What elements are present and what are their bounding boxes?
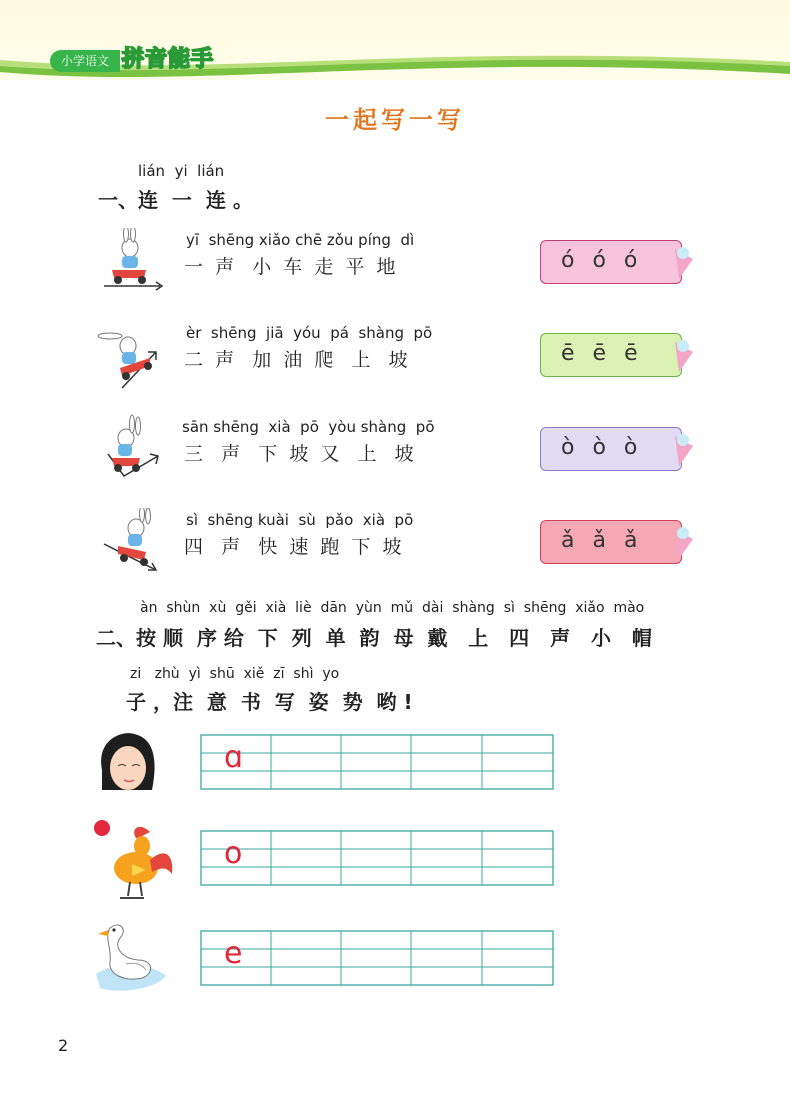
row3-pinyin: sān shēng xià pō yòu shàng pō	[182, 418, 435, 436]
tone-card-3[interactable]	[540, 427, 682, 471]
section2-pinyin-line1: àn shùn xù gěi xià liè dān yùn mǔ dài shàng sì shēng xiǎo mào	[140, 600, 645, 616]
section2-text-line1: 二、按 顺 序 给 下 列 单 韵 母 戴 上 四 声 小 帽	[96, 626, 652, 650]
ice-cream-icon	[673, 245, 695, 281]
goose-icon	[94, 918, 168, 998]
section2-pinyin-line2: zi zhù yì shū xiě zī shì yo	[130, 666, 340, 682]
writing-grid-o[interactable]	[200, 830, 554, 888]
letter-e: e	[224, 936, 243, 971]
section1-heading: 一、连 一 连 。	[98, 188, 253, 212]
ice-cream-icon	[673, 338, 695, 374]
section2-text-line2: 子 ，注 意 书 写 姿 势 哟 !	[126, 690, 413, 714]
page-number: 2	[58, 1036, 69, 1055]
rabbit-scooter-valley-icon	[104, 414, 174, 486]
ice-cream-icon	[673, 432, 695, 468]
tone-card-1[interactable]	[540, 240, 682, 284]
row1-chars: 一 声 小 车 走 平 地	[184, 256, 396, 278]
row2-chars: 二 声 加 油 爬 上 坡	[184, 349, 408, 371]
page-title: 一起写一写	[325, 106, 465, 134]
rabbit-scooter-level-icon	[100, 228, 170, 292]
writing-grid-e[interactable]	[200, 930, 554, 988]
subject-badge: 小学语文	[50, 50, 120, 72]
section1-pinyin: lián yi lián	[138, 162, 225, 180]
letter-o: o	[224, 836, 243, 871]
brand-title: 拼音能手	[122, 47, 215, 72]
rooster-icon	[92, 820, 176, 900]
rabbit-scooter-downhill-icon	[100, 508, 170, 578]
letter-a: ɑ	[224, 740, 244, 775]
writing-grid-a[interactable]	[200, 734, 554, 792]
tone-card-4[interactable]	[540, 520, 682, 564]
tone-card-3-text: òòò	[561, 435, 656, 460]
girl-face-icon	[94, 730, 158, 796]
row4-pinyin: sì shēng kuài sù pǎo xià pō	[186, 511, 414, 529]
tone-card-4-text: ǎǎǎ	[561, 528, 656, 553]
tone-card-2[interactable]	[540, 333, 682, 377]
tone-card-1-text: óóó	[561, 248, 656, 273]
tone-card-2-text: ēēē	[561, 341, 656, 366]
row2-pinyin: èr shēng jiā yóu pá shàng pō	[186, 324, 433, 342]
row4-chars: 四 声 快 速 跑 下 坡	[184, 536, 402, 558]
ice-cream-icon	[673, 525, 695, 561]
row3-chars: 三 声 下 坡 又 上 坡	[184, 443, 414, 465]
rabbit-scooter-uphill-icon	[96, 322, 166, 392]
row1-pinyin: yī shēng xiǎo chē zǒu píng dì	[186, 231, 415, 249]
